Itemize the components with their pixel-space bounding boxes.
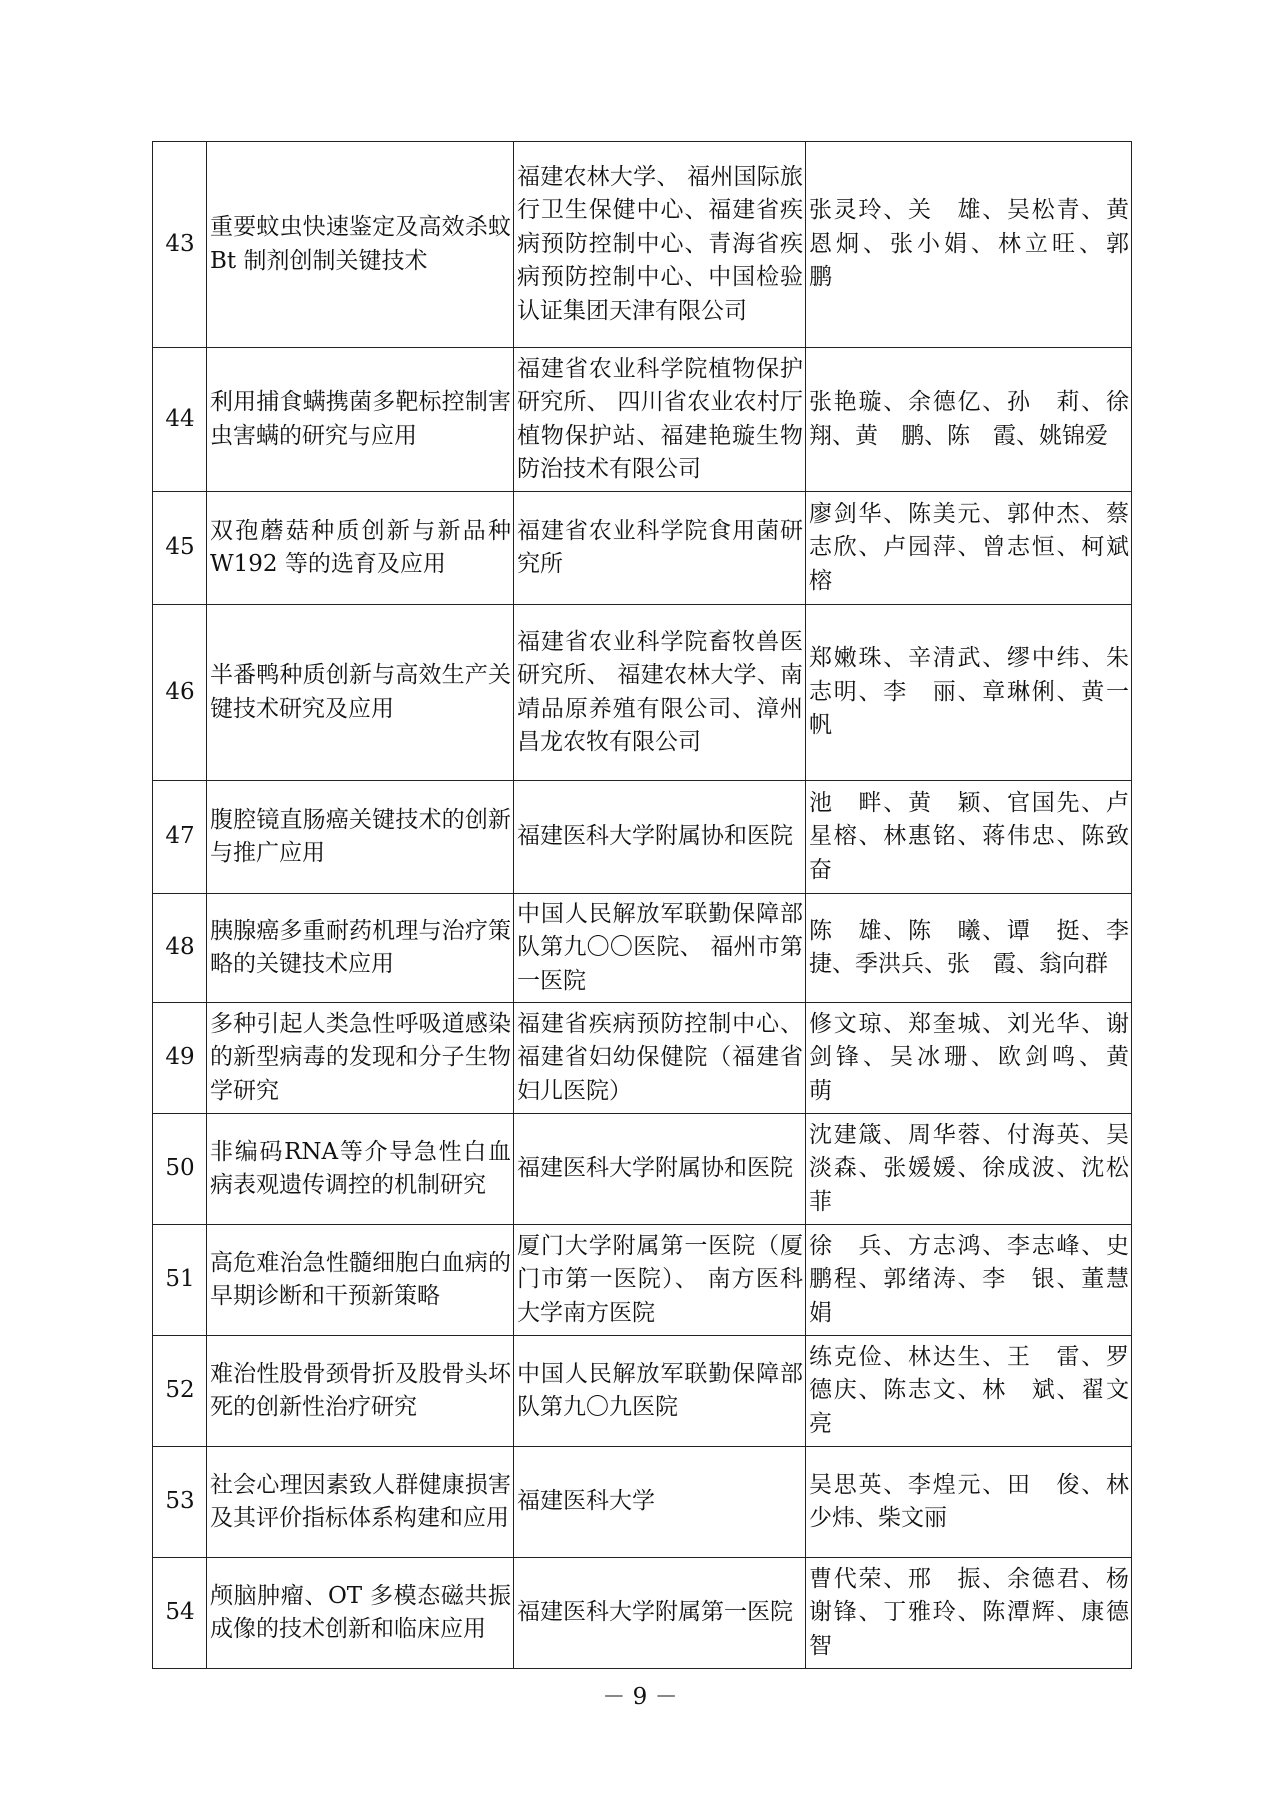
project-name-cell bbox=[207, 1336, 514, 1447]
row-number-text: 53 bbox=[165, 1488, 195, 1515]
table-row bbox=[153, 1003, 1132, 1114]
completing-units-cell bbox=[514, 1558, 806, 1669]
table-row bbox=[153, 894, 1132, 1003]
row-number bbox=[153, 894, 207, 1003]
completing-people-cell-text: 徐 兵、方志鸿、李志峰、史鹏程、郭绪涛、李 银、董慧娟 bbox=[809, 1232, 1129, 1326]
project-name-cell bbox=[207, 492, 519, 605]
completing-people-cell-text: 廖剑华、陈美元、郭仲杰、蔡志欣、卢园萍、曾志恒、柯斌榕 bbox=[809, 500, 1129, 594]
completing-people-cell bbox=[806, 1225, 1132, 1336]
row-number bbox=[153, 1114, 207, 1225]
page-number: － 9 － bbox=[602, 1684, 678, 1710]
project-name-cell bbox=[207, 142, 519, 348]
project-name-cell-text: 胰腺癌多重耐药机理与治疗策略的关键技术应用 bbox=[210, 917, 511, 977]
completing-units-cell-text: 福建省农业科学院畜牧兽医研究所、 福建农林大学、南靖品原养殖有限公司、漳州昌龙农牧有限公司 bbox=[517, 628, 803, 755]
completing-people-cell bbox=[806, 1114, 1132, 1225]
project-name-cell-text: 利用捕食螨携菌多靶标控制害虫害螨的研究与应用 bbox=[210, 389, 511, 449]
project-name-cell-text: 多种引起人类急性呼吸道感染的新型病毒的发现和分子生物学研究 bbox=[210, 1010, 511, 1104]
completing-people-cell bbox=[806, 348, 1152, 492]
row-number bbox=[153, 1225, 207, 1336]
project-name-cell-text: 非编码RNA等介导急性白血病表观遗传调控的机制研究 bbox=[210, 1138, 511, 1198]
project-name-cell-text: 重要蚊虫快速鉴定及高效杀蚊 Bt 制剂创制关键技术 bbox=[210, 214, 519, 274]
row-number bbox=[153, 1003, 207, 1114]
completing-units-cell bbox=[514, 1225, 806, 1336]
project-name-cell-text: 腹腔镜直肠癌关键技术的创新与推广应用 bbox=[210, 806, 511, 866]
completing-units-cell-text: 福建省农业科学院食用菌研究所 bbox=[517, 517, 803, 577]
completing-units-cell bbox=[514, 1447, 806, 1558]
row-number-text: 48 bbox=[165, 934, 195, 961]
project-name-cell-text: 颅脑肿瘤、OT 多模态磁共振成像的技术创新和临床应用 bbox=[210, 1582, 511, 1642]
completing-people-cell bbox=[806, 1336, 1132, 1447]
table-row bbox=[153, 348, 1132, 492]
row-number-text: 51 bbox=[165, 1266, 195, 1293]
completing-units-cell bbox=[514, 492, 806, 605]
completing-people-cell-text: 池 畔、黄 颖、官国先、卢星榕、林惠铭、蒋伟忠、陈致奋 bbox=[809, 789, 1129, 883]
project-name-cell bbox=[207, 894, 514, 1003]
completing-people-cell-text: 练克俭、林达生、王 雷、罗德庆、陈志文、林 斌、翟文亮 bbox=[809, 1343, 1129, 1437]
row-number bbox=[153, 142, 207, 348]
table-row bbox=[153, 1558, 1132, 1669]
project-name-cell-text: 难治性股骨颈骨折及股骨头坏死的创新性治疗研究 bbox=[210, 1360, 511, 1420]
completing-units-cell-text: 福建医科大学附属第一医院 bbox=[517, 1599, 793, 1626]
completing-units-cell-text: 中国人民解放军联勤保障部队第九〇九医院 bbox=[517, 1360, 803, 1420]
completing-units-cell bbox=[514, 894, 806, 1003]
row-number bbox=[153, 348, 207, 492]
completing-units-cell-text: 福建医科大学附属协和医院 bbox=[517, 1155, 793, 1182]
completing-units-cell bbox=[514, 1336, 806, 1447]
row-number-text: 52 bbox=[165, 1377, 195, 1404]
completing-people-cell bbox=[806, 142, 1152, 348]
project-name-cell bbox=[207, 1225, 514, 1336]
completing-units-cell-text: 厦门大学附属第一医院（厦门市第一医院）、 南方医科大学南方医院 bbox=[517, 1232, 803, 1326]
completing-people-cell-text: 修文琼、郑奎城、刘光华、谢剑锋、吴冰珊、欧剑鸣、黄 萌 bbox=[809, 1010, 1152, 1104]
completing-people-cell bbox=[806, 605, 1132, 781]
completing-units-cell-text: 福建医科大学附属协和医院 bbox=[517, 823, 793, 850]
completing-units-cell-text: 福建农林大学、 福州国际旅行卫生保健中心、福建省疾病预防控制中心、青海省疾病预防控制中心、中国检验认证集团天津有限公司 bbox=[517, 163, 803, 324]
row-number-text: 46 bbox=[165, 678, 195, 705]
awards-table bbox=[152, 141, 1152, 1669]
completing-people-cell bbox=[806, 492, 1132, 605]
row-number-text: 45 bbox=[165, 534, 195, 561]
completing-people-cell bbox=[806, 1003, 1152, 1114]
row-number-text: 54 bbox=[165, 1599, 195, 1626]
table-row bbox=[153, 492, 1132, 605]
project-name-cell bbox=[207, 1447, 514, 1558]
completing-people-cell-text: 沈建箴、周华蓉、付海英、吴淡森、张媛媛、徐成波、沈松菲 bbox=[809, 1121, 1129, 1215]
completing-people-cell-text: 曹代荣、邢 振、余德君、杨谢锋、丁雅玲、陈潭辉、康德智 bbox=[809, 1565, 1129, 1659]
project-name-cell bbox=[207, 781, 514, 894]
table-row bbox=[153, 1225, 1132, 1336]
completing-units-cell-text: 中国人民解放军联勤保障部队第九〇〇医院、 福州市第一医院 bbox=[517, 900, 803, 994]
row-number bbox=[153, 1558, 207, 1669]
completing-units-cell bbox=[514, 605, 806, 781]
completing-units-cell bbox=[514, 348, 806, 492]
project-name-cell-text: 社会心理因素致人群健康损害及其评价指标体系构建和应用 bbox=[210, 1471, 511, 1531]
awards-table-body bbox=[153, 142, 1152, 1669]
row-number-text: 49 bbox=[165, 1044, 195, 1071]
row-number-text: 43 bbox=[165, 230, 195, 257]
row-number bbox=[153, 1336, 207, 1447]
completing-units-cell bbox=[514, 781, 806, 894]
completing-people-cell bbox=[806, 781, 1132, 894]
completing-units-cell-text: 福建省农业科学院植物保护研究所、 四川省农业农村厅植物保护站、福建艳璇生物防治技术有限公司 bbox=[517, 355, 803, 482]
row-number bbox=[153, 1447, 207, 1558]
completing-people-cell bbox=[806, 1558, 1132, 1669]
completing-people-cell bbox=[806, 894, 1152, 1003]
completing-people-cell-text: 吴思英、李煌元、田 俊、林少炜、柴文丽 bbox=[809, 1471, 1129, 1531]
project-name-cell-text: 双孢蘑菇种质创新与新品种 W192 等的选育及应用 bbox=[210, 517, 519, 577]
completing-people-cell-text: 张艳璇、余德亿、孙 莉、徐 翔、黄 鹏、陈 霞、姚锦爱 bbox=[809, 389, 1152, 449]
project-name-cell bbox=[207, 605, 514, 781]
completing-units-cell bbox=[514, 1114, 806, 1225]
table-row bbox=[153, 1336, 1132, 1447]
completing-people-cell-text: 郑嫩珠、辛清武、缪中纬、朱志明、李 丽、章琳俐、黄一帆 bbox=[809, 645, 1129, 739]
row-number-text: 47 bbox=[165, 823, 195, 850]
row-number bbox=[153, 605, 207, 781]
completing-units-cell-text: 福建省疾病预防控制中心、 福建省妇幼保健院（福建省妇儿医院） bbox=[517, 1010, 811, 1104]
completing-units-cell bbox=[514, 1003, 811, 1114]
table-row bbox=[153, 605, 1132, 781]
completing-units-cell-text: 福建医科大学 bbox=[517, 1488, 655, 1515]
project-name-cell bbox=[207, 348, 514, 492]
table-row bbox=[153, 1114, 1132, 1225]
completing-units-cell bbox=[514, 142, 806, 348]
completing-people-cell bbox=[806, 1447, 1132, 1558]
project-name-cell bbox=[207, 1003, 514, 1114]
row-number bbox=[153, 781, 207, 894]
row-number-text: 50 bbox=[165, 1155, 195, 1182]
project-name-cell-text: 半番鸭种质创新与高效生产关键技术研究及应用 bbox=[210, 662, 511, 722]
row-number bbox=[153, 492, 207, 605]
table-row bbox=[153, 1447, 1132, 1558]
project-name-cell-text: 高危难治急性髓细胞白血病的早期诊断和干预新策略 bbox=[210, 1249, 511, 1309]
row-number-text: 44 bbox=[165, 405, 195, 432]
completing-people-cell-text: 陈 雄、陈 曦、谭 挺、李 捷、季洪兵、张 霞、翁向群 bbox=[809, 917, 1152, 977]
table-row bbox=[153, 781, 1132, 894]
table-row bbox=[153, 142, 1132, 348]
project-name-cell bbox=[207, 1114, 514, 1225]
completing-people-cell-text: 张灵玲、关 雄、吴松青、黄恩炯、张小娟、林立旺、郭 鹏 bbox=[809, 197, 1152, 291]
project-name-cell bbox=[207, 1558, 514, 1669]
